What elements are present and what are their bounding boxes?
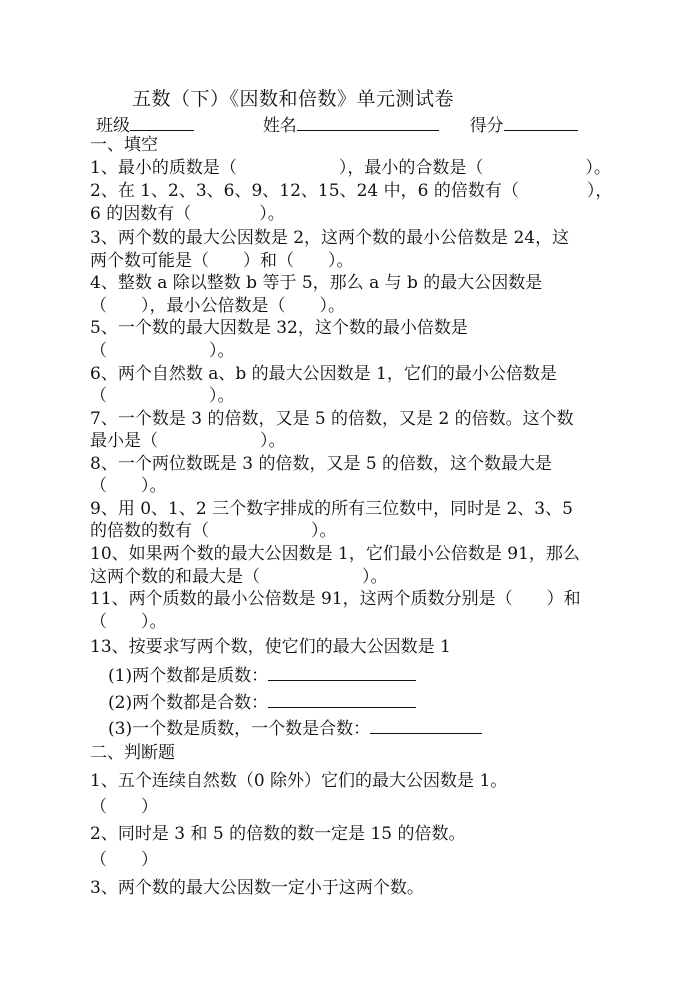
question-line: 这两个数的和最大是（ ）。 xyxy=(90,567,388,587)
question-line: 5、一个数的最大因数是 32，这个数的最小倍数是 xyxy=(90,318,468,338)
answer-parentheses: （ ） xyxy=(90,797,158,817)
score-blank xyxy=(504,113,578,131)
answer-parentheses: （ ） xyxy=(90,850,158,870)
question-line: 11、两个质数的最小公倍数是 91，这两个质数分别是（ ）和 xyxy=(90,589,581,609)
class-label: 班级 xyxy=(96,116,130,136)
section-heading-true-false: 二、判断题 xyxy=(90,743,175,763)
question-line: 1、最小的质数是（ ），最小的合数是（ ）。 xyxy=(90,158,611,178)
question-line: 3、两个数的最大公因数是 2，这两个数的最小公倍数是 24，这 xyxy=(90,228,570,248)
sub-item xyxy=(108,691,416,714)
question-line: 7、一个数是 3 的倍数，又是 5 的倍数，又是 2 的倍数。这个数 xyxy=(90,409,574,429)
page-title: 五数（下）《因数和倍数》单元测试卷 xyxy=(132,88,455,110)
name-label: 姓名 xyxy=(262,116,297,136)
class-blank xyxy=(130,113,194,131)
question-line: 1、五个连续自然数（0 除外）它们的最大公因数是 1。 xyxy=(90,771,508,791)
question-line: 的倍数的数有（ ）。 xyxy=(90,521,337,541)
answer-blank[interactable] xyxy=(268,664,416,681)
question-line: 13、按要求写两个数，使它们的最大公因数是 1 xyxy=(90,637,451,657)
sub-item-label: (3)一个数是质数，一个数是合数： xyxy=(108,719,371,739)
sub-item xyxy=(108,664,416,687)
question-line: （ ）。 xyxy=(90,612,167,632)
sub-item-label: (2)两个数都是合数： xyxy=(108,693,269,713)
question-line: 8、一个两位数既是 3 的倍数，又是 5 的倍数，这个数最大是 xyxy=(90,454,553,474)
student-info-row xyxy=(96,111,578,136)
question-line: 6、两个自然数 a、b 的最大公因数是 1，它们的最小公倍数是 xyxy=(90,364,557,384)
score-label: 得分 xyxy=(469,116,504,136)
question-line: 9、用 0、1、2 三个数字排成的所有三位数中，同时是 2、3、5 xyxy=(90,499,573,519)
question-line: （ ），最小公倍数是（ ）。 xyxy=(90,296,345,316)
question-line: 2、在 1、2、3、6、9、12、15、24 中，6 的倍数有（ ）， xyxy=(90,181,613,201)
question-line: （ ）。 xyxy=(90,341,235,361)
question-line: 最小是（ ）。 xyxy=(90,431,286,451)
sub-item-label: (1)两个数都是质数： xyxy=(108,666,269,686)
sub-item xyxy=(108,717,482,740)
question-line: 3、两个数的最大公因数一定小于这两个数。 xyxy=(90,878,424,898)
question-line: 6 的因数有（ ）。 xyxy=(90,204,285,224)
question-line: （ ）。 xyxy=(90,476,167,496)
name-blank xyxy=(297,113,439,131)
question-line: （ ）。 xyxy=(90,386,235,406)
question-line: 10、如果两个数的最大公因数是 1，它们最小公倍数是 91，那么 xyxy=(90,544,580,564)
section-heading-fill-in: 一、填空 xyxy=(90,135,158,155)
question-line: 4、整数 a 除以整数 b 等于 5，那么 a 与 b 的最大公因数是 xyxy=(90,273,543,293)
question-line: 两个数可能是（ ）和（ ）。 xyxy=(90,251,354,271)
question-line: 2、同时是 3 和 5 的倍数的数一定是 15 的倍数。 xyxy=(90,824,466,844)
answer-blank[interactable] xyxy=(370,717,482,734)
answer-blank[interactable] xyxy=(268,691,416,708)
